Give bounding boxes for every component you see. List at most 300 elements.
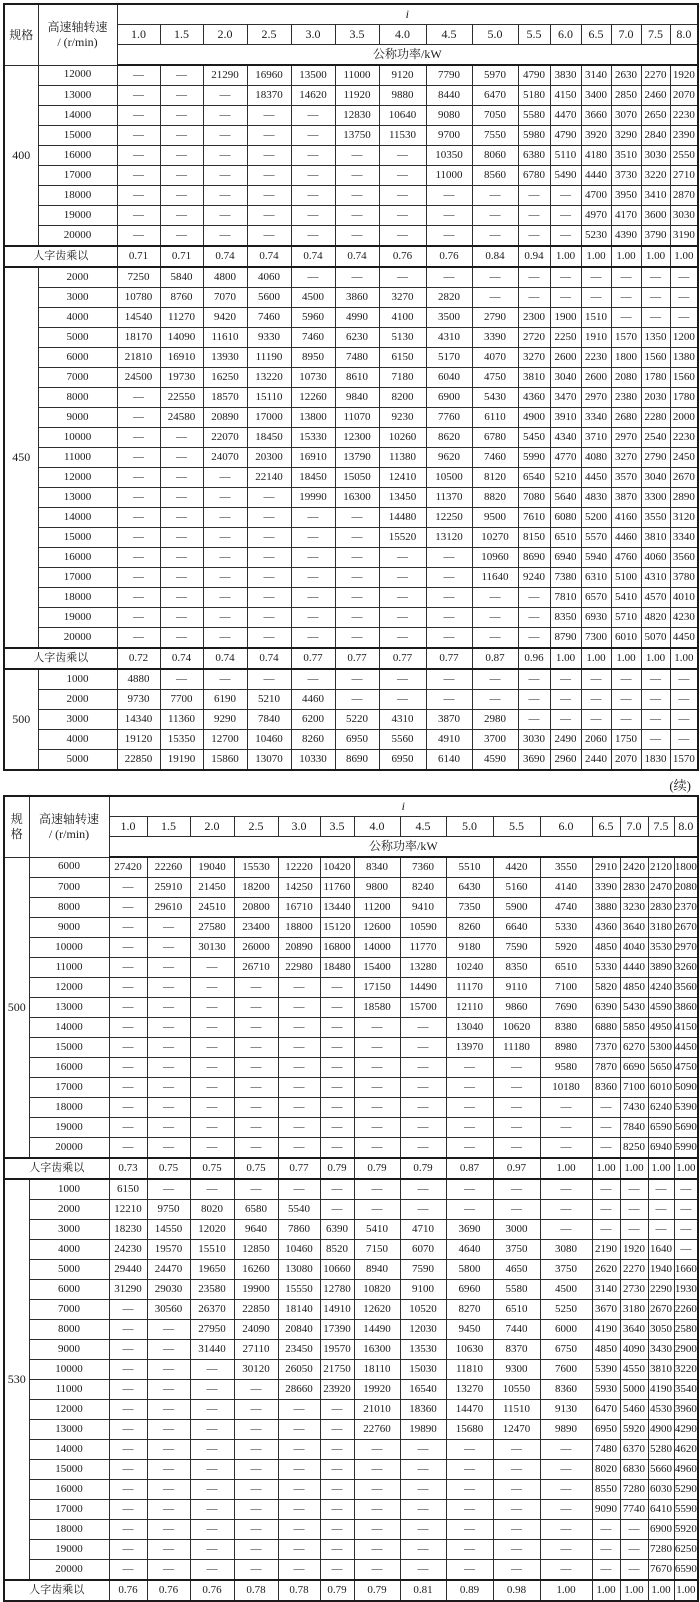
power-value-cell: 5990: [674, 1138, 698, 1159]
power-value-cell: 2270: [641, 65, 670, 86]
data-row: [4, 86, 698, 106]
power-value-cell: —: [278, 1118, 320, 1138]
power-value-cell: 23400: [234, 918, 278, 938]
power-value-cell: 15030: [400, 1360, 446, 1380]
power-value-cell: —: [160, 608, 203, 628]
power-value-cell: —: [117, 568, 160, 588]
power-value-cell: 3030: [518, 730, 550, 750]
speed-cell: 8000: [29, 1320, 109, 1340]
power-value-cell: 4310: [641, 568, 670, 588]
power-value-cell: —: [278, 1018, 320, 1038]
speed-cell: 16000: [38, 146, 117, 166]
power-value-cell: —: [109, 1360, 147, 1380]
multiplier-value-cell: 1.00: [641, 648, 670, 669]
power-value-cell: —: [117, 508, 160, 528]
power-value-cell: —: [379, 548, 426, 568]
power-value-cell: 27110: [234, 1340, 278, 1360]
power-value-cell: —: [190, 1038, 234, 1058]
power-value-cell: —: [160, 568, 203, 588]
data-row: [4, 710, 698, 730]
power-value-cell: —: [335, 588, 379, 608]
power-value-cell: 5490: [550, 166, 581, 186]
power-value-cell: —: [540, 1179, 592, 1200]
power-value-cell: 3660: [581, 106, 611, 126]
table-2-body: [4, 857, 698, 1601]
power-value-cell: 3050: [648, 1320, 674, 1340]
spec-column-header: 规格: [4, 4, 38, 65]
power-value-cell: —: [446, 1058, 493, 1078]
data-row: [4, 1078, 698, 1098]
power-value-cell: 2370: [674, 898, 698, 918]
power-value-cell: 26710: [234, 958, 278, 978]
power-value-cell: 3340: [581, 408, 611, 428]
power-value-cell: 5100: [611, 568, 641, 588]
power-value-cell: —: [203, 468, 247, 488]
power-value-cell: 4230: [670, 608, 698, 628]
power-value-cell: 4060: [247, 267, 291, 288]
power-value-cell: 9290: [203, 710, 247, 730]
power-value-cell: 15050: [335, 468, 379, 488]
power-value-cell: 1930: [674, 1280, 698, 1300]
power-value-cell: —: [234, 998, 278, 1018]
power-value-cell: 9840: [335, 388, 379, 408]
power-value-cell: 14550: [147, 1220, 190, 1240]
power-value-cell: —: [641, 308, 670, 328]
power-value-cell: 20300: [247, 448, 291, 468]
power-value-cell: 5660: [648, 1460, 674, 1480]
speed-cell: 15000: [29, 1460, 109, 1480]
power-value-cell: 5230: [581, 226, 611, 247]
power-value-cell: —: [581, 267, 611, 288]
power-value-cell: —: [160, 669, 203, 690]
multiplier-value-cell: 1.00: [611, 246, 641, 267]
power-value-cell: —: [247, 508, 291, 528]
power-value-cell: 4090: [620, 1340, 648, 1360]
power-value-cell: 18360: [400, 1400, 446, 1420]
power-value-cell: —: [620, 1220, 648, 1240]
multiplier-value-cell: 0.76: [147, 1580, 190, 1601]
multiplier-value-cell: 0.73: [109, 1158, 147, 1179]
power-value-cell: 16910: [160, 348, 203, 368]
power-value-cell: —: [320, 978, 354, 998]
power-value-cell: 8150: [518, 528, 550, 548]
multiplier-value-cell: 0.76: [426, 246, 472, 267]
power-value-cell: —: [641, 710, 670, 730]
power-value-cell: 29610: [147, 898, 190, 918]
ratio-header-cell: 6.0: [540, 817, 592, 837]
power-value-cell: 1780: [670, 388, 698, 408]
multiplier-label-cell: 人字齿乘以: [4, 1158, 109, 1179]
power-value-cell: 4150: [550, 86, 581, 106]
ratio-header-cell: 4.5: [426, 25, 472, 45]
power-value-cell: 10330: [291, 750, 335, 771]
power-value-cell: —: [117, 186, 160, 206]
power-value-cell: 5330: [540, 918, 592, 938]
power-value-cell: 9100: [400, 1280, 446, 1300]
power-value-cell: —: [493, 1540, 540, 1560]
power-value-cell: —: [190, 1380, 234, 1400]
power-unit-header: 公称功率/kW: [109, 837, 698, 858]
speed-cell: 14000: [38, 106, 117, 126]
power-value-cell: 5130: [379, 328, 426, 348]
multiplier-value-cell: 1.00: [620, 1158, 648, 1179]
multiplier-row: [4, 648, 698, 669]
power-value-cell: 5990: [518, 448, 550, 468]
power-value-cell: 16800: [320, 938, 354, 958]
power-value-cell: 8380: [540, 1018, 592, 1038]
power-value-cell: 4900: [648, 1420, 674, 1440]
power-value-cell: 8520: [320, 1240, 354, 1260]
spec-column-header: 规格: [4, 796, 29, 857]
power-value-cell: 18230: [109, 1220, 147, 1240]
speed-cell: 4000: [38, 730, 117, 750]
data-row: [4, 146, 698, 166]
power-value-cell: —: [109, 1480, 147, 1500]
power-value-cell: —: [278, 1138, 320, 1159]
data-row: [4, 750, 698, 771]
speed-cell: 19000: [38, 206, 117, 226]
multiplier-value-cell: 1.00: [540, 1158, 592, 1179]
power-value-cell: 19730: [160, 368, 203, 388]
power-value-cell: 5210: [247, 690, 291, 710]
power-value-cell: —: [117, 206, 160, 226]
power-value-cell: —: [291, 267, 335, 288]
speed-cell: 18000: [29, 1098, 109, 1118]
power-value-cell: 9800: [354, 878, 400, 898]
power-value-cell: 11180: [493, 1038, 540, 1058]
multiplier-value-cell: 0.97: [493, 1158, 540, 1179]
power-value-cell: —: [446, 1078, 493, 1098]
data-row: [4, 1138, 698, 1159]
power-value-cell: 3640: [620, 1320, 648, 1340]
power-value-cell: 9880: [379, 86, 426, 106]
ratio-header-cell: 5.0: [472, 25, 518, 45]
power-value-cell: 2970: [611, 428, 641, 448]
multiplier-value-cell: 1.00: [674, 1158, 698, 1179]
power-value-cell: 10960: [472, 548, 518, 568]
power-value-cell: 6950: [379, 750, 426, 771]
power-value-cell: —: [247, 528, 291, 548]
power-value-cell: —: [190, 1440, 234, 1460]
power-value-cell: —: [540, 1560, 592, 1581]
power-value-cell: 2070: [611, 750, 641, 771]
power-value-cell: —: [190, 1500, 234, 1520]
power-value-cell: —: [234, 1480, 278, 1500]
speed-cell: 4000: [29, 1240, 109, 1260]
power-value-cell: 3530: [648, 938, 674, 958]
power-value-cell: 30130: [190, 938, 234, 958]
power-value-cell: 20840: [278, 1320, 320, 1340]
power-value-cell: 3040: [550, 368, 581, 388]
power-value-cell: 7070: [203, 288, 247, 308]
power-value-cell: 5930: [592, 1380, 620, 1400]
power-value-cell: 19570: [147, 1240, 190, 1260]
power-value-cell: —: [147, 1520, 190, 1540]
data-row: [4, 468, 698, 488]
ratio-header-cell: 2.5: [247, 25, 291, 45]
power-value-cell: —: [620, 1560, 648, 1581]
power-value-cell: 6590: [648, 1118, 674, 1138]
power-value-cell: 22760: [354, 1420, 400, 1440]
power-value-cell: 6830: [620, 1460, 648, 1480]
power-value-cell: 6780: [472, 428, 518, 448]
power-value-cell: —: [109, 1058, 147, 1078]
data-row: [4, 328, 698, 348]
power-value-cell: 13790: [335, 448, 379, 468]
speed-cell: 3000: [38, 288, 117, 308]
power-value-cell: 2420: [620, 857, 648, 878]
power-value-cell: 6540: [518, 468, 550, 488]
power-table-2: [3, 795, 699, 1602]
multiplier-value-cell: 1.00: [581, 246, 611, 267]
power-value-cell: 11200: [354, 898, 400, 918]
multiplier-value-cell: 1.00: [611, 648, 641, 669]
multiplier-value-cell: 0.78: [234, 1580, 278, 1601]
power-value-cell: 7700: [160, 690, 203, 710]
power-value-cell: —: [234, 978, 278, 998]
data-row: [4, 1179, 698, 1200]
power-value-cell: 4850: [592, 1340, 620, 1360]
power-value-cell: 14340: [117, 710, 160, 730]
power-value-cell: —: [335, 206, 379, 226]
power-value-cell: 4170: [611, 206, 641, 226]
power-value-cell: —: [446, 1179, 493, 1200]
power-value-cell: —: [109, 1300, 147, 1320]
speed-cell: 8000: [29, 898, 109, 918]
power-value-cell: —: [109, 1340, 147, 1360]
power-value-cell: 2720: [518, 328, 550, 348]
power-value-cell: —: [278, 1078, 320, 1098]
power-value-cell: —: [278, 1480, 320, 1500]
multiplier-value-cell: 1.00: [550, 246, 581, 267]
power-value-cell: 3340: [670, 528, 698, 548]
power-value-cell: 3960: [674, 1400, 698, 1420]
power-value-cell: 22850: [234, 1300, 278, 1320]
data-row: [4, 1360, 698, 1380]
power-value-cell: 6000: [540, 1320, 592, 1340]
power-value-cell: —: [379, 146, 426, 166]
ratio-header-cell: 1.5: [160, 25, 203, 45]
power-value-cell: 4190: [648, 1380, 674, 1400]
power-value-cell: —: [335, 669, 379, 690]
power-value-cell: —: [335, 548, 379, 568]
power-value-cell: 2850: [611, 86, 641, 106]
multiplier-value-cell: 0.79: [320, 1158, 354, 1179]
power-value-cell: 2960: [550, 750, 581, 771]
speed-cell: 15000: [29, 1038, 109, 1058]
power-value-cell: —: [234, 1420, 278, 1440]
power-value-cell: 9120: [379, 65, 426, 86]
power-value-cell: 4390: [611, 226, 641, 247]
power-value-cell: —: [109, 1320, 147, 1340]
power-value-cell: 1380: [670, 348, 698, 368]
power-value-cell: 3290: [611, 126, 641, 146]
power-value-cell: 4310: [426, 328, 472, 348]
power-value-cell: 6250: [674, 1540, 698, 1560]
multiplier-value-cell: 0.74: [335, 246, 379, 267]
power-value-cell: —: [278, 1560, 320, 1581]
power-value-cell: 13080: [278, 1260, 320, 1280]
power-value-cell: 4850: [592, 938, 620, 958]
power-value-cell: 2440: [581, 750, 611, 771]
power-value-cell: 5330: [592, 958, 620, 978]
power-value-cell: 7810: [550, 588, 581, 608]
power-value-cell: 1910: [581, 328, 611, 348]
ratio-header-cell: 3.0: [291, 25, 335, 45]
power-value-cell: —: [335, 508, 379, 528]
power-value-cell: —: [540, 1098, 592, 1118]
multiplier-value-cell: 0.77: [426, 648, 472, 669]
power-value-cell: —: [493, 1138, 540, 1159]
power-value-cell: 10260: [379, 428, 426, 448]
power-value-cell: 9890: [540, 1420, 592, 1440]
power-value-cell: —: [203, 608, 247, 628]
power-value-cell: 13120: [426, 528, 472, 548]
power-value-cell: 2600: [550, 348, 581, 368]
power-value-cell: 5250: [540, 1300, 592, 1320]
power-value-cell: 3000: [493, 1220, 540, 1240]
power-value-cell: 2580: [674, 1320, 698, 1340]
power-value-cell: —: [472, 669, 518, 690]
power-value-cell: 6370: [620, 1440, 648, 1460]
power-value-cell: 15550: [278, 1280, 320, 1300]
power-value-cell: 1920: [620, 1240, 648, 1260]
power-value-cell: 22550: [160, 388, 203, 408]
power-value-cell: —: [335, 267, 379, 288]
power-value-cell: 12030: [400, 1320, 446, 1340]
power-value-cell: 4010: [670, 588, 698, 608]
power-value-cell: 2030: [641, 388, 670, 408]
power-value-cell: —: [109, 938, 147, 958]
multiplier-value-cell: 0.79: [400, 1158, 446, 1179]
power-value-cell: —: [109, 1460, 147, 1480]
power-value-cell: 8620: [426, 428, 472, 448]
power-value-cell: —: [109, 1118, 147, 1138]
power-value-cell: 4100: [379, 308, 426, 328]
power-value-cell: 9420: [203, 308, 247, 328]
power-value-cell: 8690: [518, 548, 550, 568]
power-value-cell: 3780: [670, 568, 698, 588]
power-value-cell: —: [379, 206, 426, 226]
power-value-cell: —: [335, 628, 379, 649]
speed-cell: 14000: [29, 1440, 109, 1460]
power-value-cell: 12220: [278, 857, 320, 878]
power-value-cell: 1750: [611, 730, 641, 750]
power-value-cell: —: [160, 65, 203, 86]
ratio-header-cell: 3.5: [335, 25, 379, 45]
power-value-cell: 3870: [426, 710, 472, 730]
power-value-cell: 4710: [400, 1220, 446, 1240]
power-value-cell: 28660: [278, 1380, 320, 1400]
power-value-cell: —: [320, 1138, 354, 1159]
power-value-cell: 31440: [190, 1340, 234, 1360]
power-value-cell: —: [203, 568, 247, 588]
power-value-cell: 3180: [620, 1300, 648, 1320]
power-value-cell: 14490: [354, 1320, 400, 1340]
power-value-cell: —: [278, 1500, 320, 1520]
power-value-cell: —: [109, 1540, 147, 1560]
power-value-cell: 6590: [674, 1560, 698, 1581]
power-value-cell: —: [160, 206, 203, 226]
power-value-cell: —: [641, 690, 670, 710]
power-value-cell: —: [446, 1560, 493, 1581]
power-value-cell: 5300: [648, 1038, 674, 1058]
speed-cell: 2000: [29, 1200, 109, 1220]
power-value-cell: 16540: [400, 1380, 446, 1400]
power-value-cell: 8820: [472, 488, 518, 508]
power-unit-header: 公称功率/kW: [117, 45, 698, 66]
speed-cell: 17000: [29, 1078, 109, 1098]
power-value-cell: 4800: [203, 267, 247, 288]
multiplier-value-cell: 0.84: [472, 246, 518, 267]
power-value-cell: 4700: [581, 186, 611, 206]
ratio-header-cell: 3.5: [320, 817, 354, 837]
power-value-cell: —: [190, 958, 234, 978]
data-row: [4, 186, 698, 206]
power-value-cell: 1900: [550, 308, 581, 328]
power-value-cell: 24510: [190, 898, 234, 918]
multiplier-value-cell: 1.00: [670, 246, 698, 267]
power-value-cell: 15530: [234, 857, 278, 878]
power-value-cell: —: [550, 710, 581, 730]
power-value-cell: 6930: [581, 608, 611, 628]
power-value-cell: 9130: [540, 1400, 592, 1420]
power-value-cell: —: [648, 1179, 674, 1200]
power-value-cell: 9330: [247, 328, 291, 348]
power-value-cell: 3220: [674, 1360, 698, 1380]
power-value-cell: —: [234, 1560, 278, 1581]
power-value-cell: 5580: [518, 106, 550, 126]
power-value-cell: 8020: [190, 1200, 234, 1220]
power-value-cell: 5180: [518, 86, 550, 106]
power-value-cell: 1660: [674, 1260, 698, 1280]
speed-cell: 10000: [29, 1360, 109, 1380]
data-row: [4, 528, 698, 548]
power-value-cell: 6380: [518, 146, 550, 166]
power-value-cell: 20800: [234, 898, 278, 918]
data-row: [4, 1340, 698, 1360]
power-value-cell: —: [234, 1058, 278, 1078]
power-value-cell: —: [320, 1520, 354, 1540]
power-value-cell: —: [234, 1179, 278, 1200]
power-value-cell: 10350: [426, 146, 472, 166]
power-value-cell: —: [247, 206, 291, 226]
power-value-cell: 2230: [670, 428, 698, 448]
power-value-cell: 2620: [592, 1260, 620, 1280]
power-value-cell: 3570: [611, 468, 641, 488]
power-value-cell: —: [335, 528, 379, 548]
power-value-cell: 13750: [335, 126, 379, 146]
power-value-cell: —: [117, 448, 160, 468]
power-value-cell: 12250: [426, 508, 472, 528]
power-value-cell: —: [291, 186, 335, 206]
data-row: [4, 857, 698, 878]
power-value-cell: —: [354, 1058, 400, 1078]
multiplier-value-cell: 0.78: [278, 1580, 320, 1601]
speed-cell: 1000: [29, 1179, 109, 1200]
power-value-cell: —: [291, 146, 335, 166]
power-value-cell: 15700: [400, 998, 446, 1018]
speed-cell: 10000: [38, 428, 117, 448]
power-value-cell: 14480: [379, 508, 426, 528]
power-value-cell: —: [320, 1038, 354, 1058]
power-value-cell: 10520: [400, 1300, 446, 1320]
ratio-header-cell: 6.0: [550, 25, 581, 45]
power-value-cell: 19890: [400, 1420, 446, 1440]
power-value-cell: 3540: [674, 1380, 698, 1400]
data-row: [4, 308, 698, 328]
power-value-cell: 4440: [620, 958, 648, 978]
